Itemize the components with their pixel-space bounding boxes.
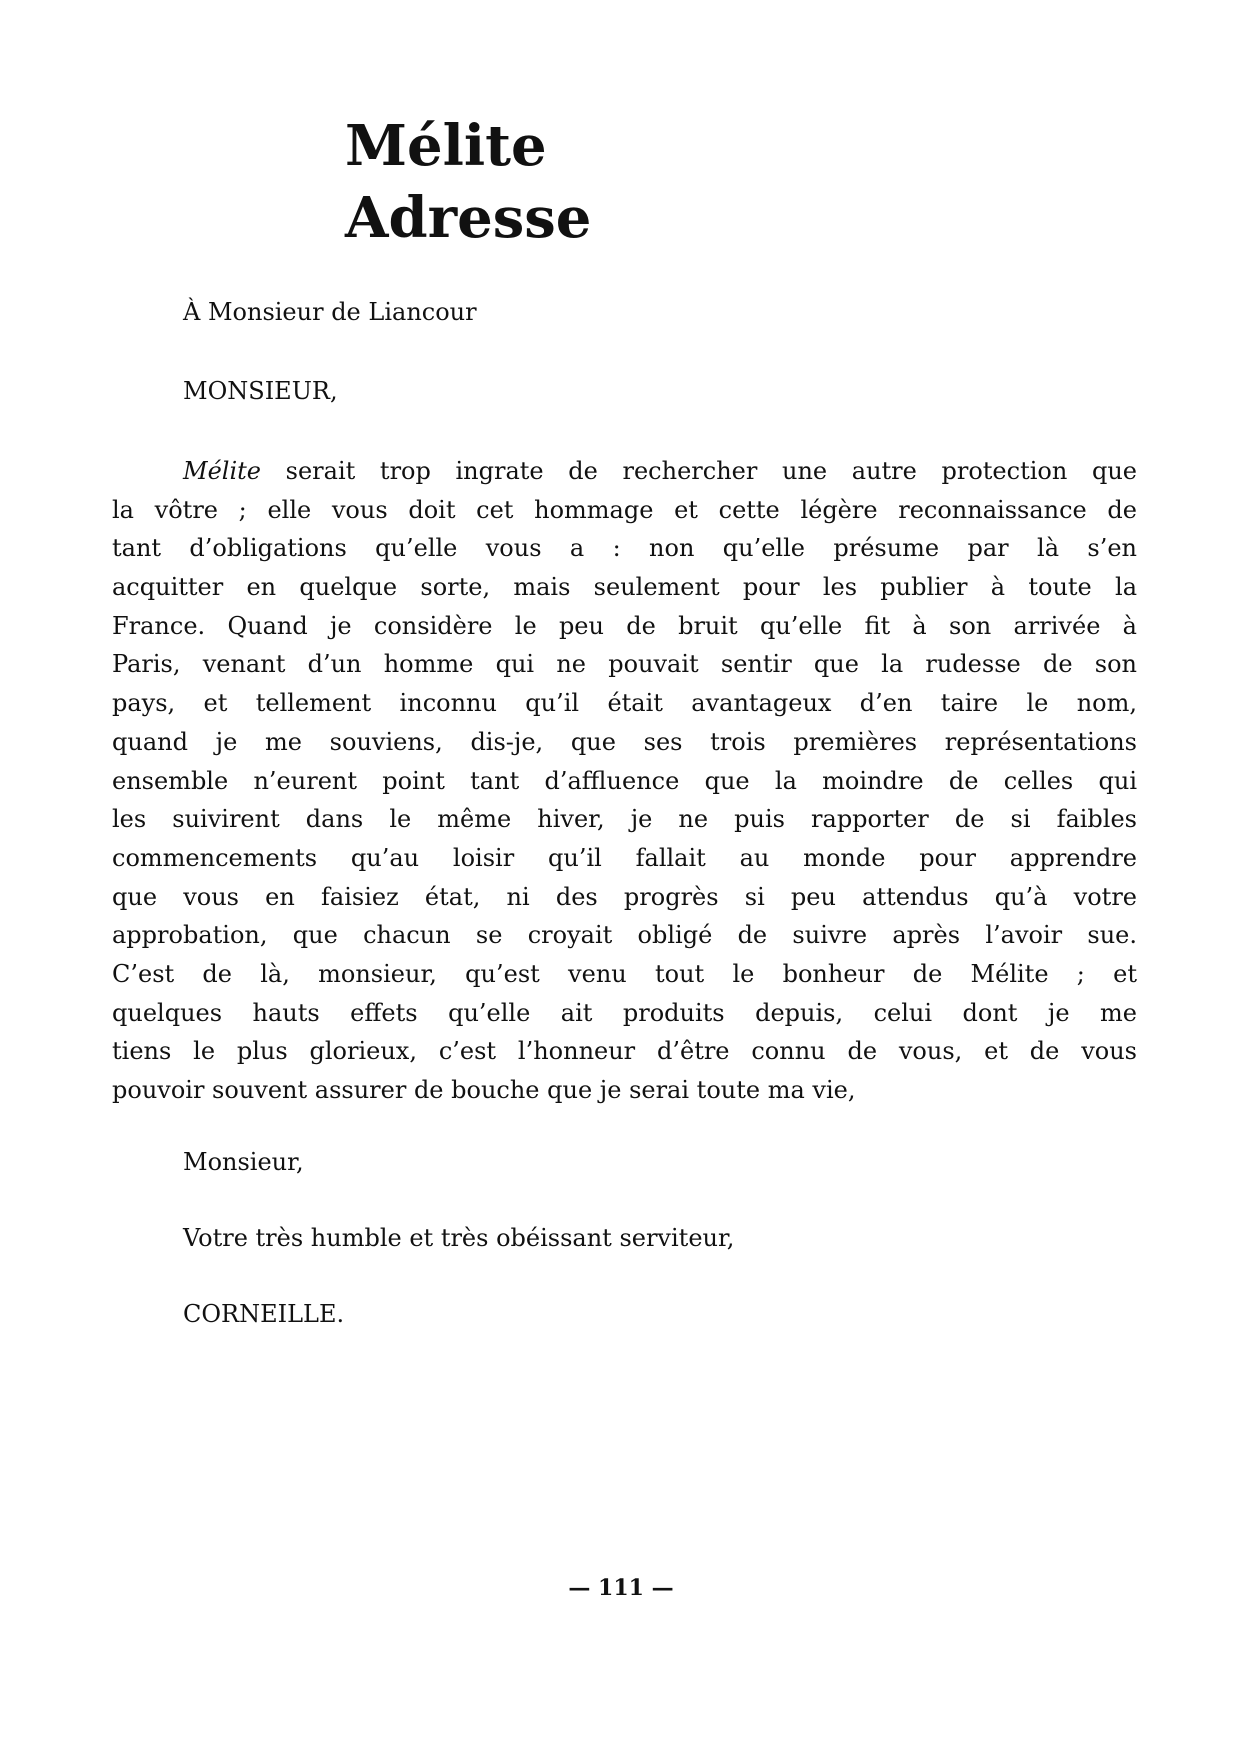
addressee: À Monsieur de Liancour [183, 298, 477, 326]
body-line [112, 452, 1137, 491]
body-line: approbation, que chacun se croyait obligé de suivre après l’avoir sue. [112, 921, 1137, 950]
body-line: France. Quand je considère le peu de bruit qu’elle fit à son arrivée à [112, 611, 1137, 640]
closing-salutation: Monsieur, [183, 1148, 304, 1176]
signature: CORNEILLE. [183, 1300, 345, 1328]
body-line: que vous en faisiez état, ni des progrès si peu attendus qu’à votre [112, 882, 1137, 911]
body-line-text: serait trop ingrate de rechercher une autre protection que [260, 457, 1137, 485]
body-line: pouvoir souvent assurer de bouche que je serai toute ma vie, [112, 1076, 856, 1104]
body-line: acquitter en quelque sorte, mais seulement pour les publier à toute la [112, 573, 1137, 602]
body-line: les suivirent dans le même hiver, je ne puis rapporter de si faibles [112, 805, 1137, 834]
italic-title-reference: Mélite [183, 457, 261, 485]
body-line: Paris, venant d’un homme qui ne pouvait sentir que la rudesse de son [112, 650, 1137, 679]
letter-body [112, 452, 1137, 1110]
page-number: — 111 — [568, 1575, 674, 1601]
salutation: MONSIEUR, [183, 377, 338, 405]
title-line-1: Mélite [345, 113, 547, 179]
body-line: ensemble n’eurent point tant d’affluence que la moindre de celles qui [112, 766, 1137, 795]
body-line: pays, et tellement inconnu qu’il était avantageux d’en taire le nom, [112, 689, 1137, 718]
body-line: tiens le plus glorieux, c’est l’honneur d’être connu de vous, et de vous [112, 1037, 1137, 1066]
body-line: quand je me souviens, dis-je, que ses trois premières représentations [112, 727, 1137, 756]
body-line: la vôtre ; elle vous doit cet hommage et cette légère reconnaissance de [112, 495, 1137, 524]
closing-formula: Votre très humble et très obéissant serviteur, [183, 1224, 735, 1252]
body-line: commencements qu’au loisir qu’il fallait au monde pour apprendre [112, 843, 1137, 872]
body-line: quelques hauts effets qu’elle ait produits depuis, celui dont je me [112, 998, 1137, 1027]
body-line: tant d’obligations qu’elle vous a : non qu’elle présume par là s’en [112, 534, 1137, 563]
title-line-2: Adresse [345, 185, 592, 251]
body-line: C’est de là, monsieur, qu’est venu tout le bonheur de Mélite ; et [112, 959, 1137, 988]
